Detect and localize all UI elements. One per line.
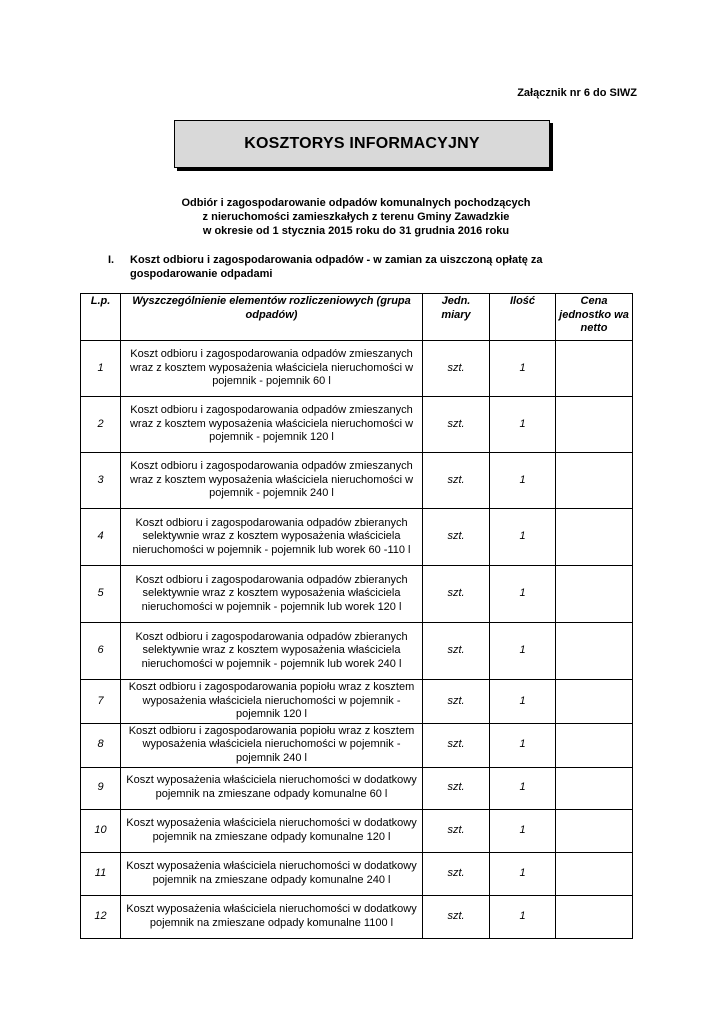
cell-unit: szt. <box>423 341 490 397</box>
cell-lp: 7 <box>81 680 121 724</box>
cell-unit-price <box>556 341 633 397</box>
cell-unit-price <box>556 723 633 767</box>
cell-quantity: 1 <box>490 623 556 680</box>
subtitle-line-1: Odbiór i zagospodarowanie odpadów komunalnych pochodzących <box>181 197 531 209</box>
table-row <box>81 767 633 809</box>
cell-quantity: 1 <box>490 809 556 852</box>
cell-description: Koszt odbioru i zagospodarowania odpadów zbieranych selektywnie wraz z kosztem wyposażenia właściciela nieruchomości w pojemnik - pojemnik lub worek 60 -110 l <box>121 509 423 566</box>
subtitle <box>80 196 632 238</box>
table-row <box>81 397 633 453</box>
cell-quantity: 1 <box>490 397 556 453</box>
cell-description: Koszt odbioru i zagospodarowania popiołu wraz z kosztem wyposażenia właściciela nieruchomości w pojemnik - pojemnik 240 l <box>121 723 423 767</box>
table-row <box>81 453 633 509</box>
cell-unit: szt. <box>423 397 490 453</box>
section-text: Koszt odbioru i zagospodarowania odpadów - w zamian za uiszczoną opłatę za gospodarowanie odpadami <box>130 254 543 280</box>
cell-unit: szt. <box>423 623 490 680</box>
cell-lp: 8 <box>81 723 121 767</box>
cell-unit: szt. <box>423 723 490 767</box>
cell-lp: 6 <box>81 623 121 680</box>
cell-unit-price <box>556 453 633 509</box>
table-row <box>81 895 633 938</box>
cell-unit-price <box>556 509 633 566</box>
cell-description: Koszt odbioru i zagospodarowania odpadów zmieszanych wraz z kosztem wyposażenia właściciela nieruchomości w pojemnik - pojemnik 120 l <box>121 397 423 453</box>
cost-table <box>80 293 633 939</box>
cell-unit: szt. <box>423 895 490 938</box>
subtitle-line-3: w okresie od 1 stycznia 2015 roku do 31 grudnia 2016 roku <box>202 225 510 237</box>
table-row <box>81 680 633 724</box>
attachment-label: Załącznik nr 6 do SIWZ <box>517 87 637 99</box>
cell-description: Koszt wyposażenia właściciela nieruchomości w dodatkowy pojemnik na zmieszane odpady komunalne 240 l <box>121 852 423 895</box>
cell-description: Koszt odbioru i zagospodarowania odpadów zmieszanych wraz z kosztem wyposażenia właściciela nieruchomości w pojemnik - pojemnik 240 l <box>121 453 423 509</box>
cell-lp: 11 <box>81 852 121 895</box>
cell-quantity: 1 <box>490 509 556 566</box>
cell-description: Koszt odbioru i zagospodarowania odpadów zbieranych selektywnie wraz z kosztem wyposażenia właściciela nieruchomości w pojemnik - pojemnik lub worek 240 l <box>121 623 423 680</box>
cell-description: Koszt odbioru i zagospodarowania odpadów zmieszanych wraz z kosztem wyposażenia właściciela nieruchomości w pojemnik - pojemnik 60 l <box>121 341 423 397</box>
cell-lp: 3 <box>81 453 121 509</box>
cell-unit-price <box>556 852 633 895</box>
cell-lp: 10 <box>81 809 121 852</box>
cell-unit-price <box>556 680 633 724</box>
cell-unit-price <box>556 397 633 453</box>
table-row <box>81 723 633 767</box>
table-row <box>81 852 633 895</box>
cell-description: Koszt odbioru i zagospodarowania odpadów zbieranych selektywnie wraz z kosztem wyposażenia właściciela nieruchomości w pojemnik - pojemnik lub worek 120 l <box>121 566 423 623</box>
header-quantity: Ilość <box>490 294 556 341</box>
table-row <box>81 341 633 397</box>
cell-quantity: 1 <box>490 341 556 397</box>
subtitle-line-2: z nieruchomości zamieszkałych z terenu Gminy Zawadzkie <box>202 211 510 223</box>
cell-unit-price <box>556 566 633 623</box>
cell-lp: 1 <box>81 341 121 397</box>
header-unit-price: Cena jednostko wa netto <box>556 294 633 341</box>
table-body <box>81 341 633 939</box>
section-heading <box>108 253 608 281</box>
cell-unit: szt. <box>423 509 490 566</box>
cell-unit: szt. <box>423 680 490 724</box>
cell-description: Koszt wyposażenia właściciela nieruchomości w dodatkowy pojemnik na zmieszane odpady komunalne 1100 l <box>121 895 423 938</box>
header-lp: L.p. <box>81 294 121 341</box>
cell-quantity: 1 <box>490 852 556 895</box>
cell-unit-price <box>556 809 633 852</box>
cell-description: Koszt wyposażenia właściciela nieruchomości w dodatkowy pojemnik na zmieszane odpady komunalne 60 l <box>121 767 423 809</box>
cell-lp: 5 <box>81 566 121 623</box>
cell-quantity: 1 <box>490 453 556 509</box>
cell-unit: szt. <box>423 453 490 509</box>
cell-quantity: 1 <box>490 566 556 623</box>
cell-unit: szt. <box>423 767 490 809</box>
cell-lp: 12 <box>81 895 121 938</box>
cell-unit: szt. <box>423 809 490 852</box>
cell-quantity: 1 <box>490 767 556 809</box>
cell-lp: 2 <box>81 397 121 453</box>
cell-unit: szt. <box>423 566 490 623</box>
cell-unit-price <box>556 895 633 938</box>
cell-unit: szt. <box>423 852 490 895</box>
cell-unit-price <box>556 767 633 809</box>
cell-quantity: 1 <box>490 680 556 724</box>
table-row <box>81 623 633 680</box>
table-row <box>81 509 633 566</box>
table-row <box>81 809 633 852</box>
cell-description: Koszt wyposażenia właściciela nieruchomości w dodatkowy pojemnik na zmieszane odpady komunalne 120 l <box>121 809 423 852</box>
table-row <box>81 566 633 623</box>
document-title: KOSZTORYS INFORMACYJNY <box>174 120 550 168</box>
cell-unit-price <box>556 623 633 680</box>
cell-lp: 4 <box>81 509 121 566</box>
header-unit: Jedn. miary <box>423 294 490 341</box>
table-header-row <box>81 294 633 341</box>
cell-lp: 9 <box>81 767 121 809</box>
header-description: Wyszczególnienie elementów rozliczeniowych (grupa odpadów) <box>121 294 423 341</box>
cell-description: Koszt odbioru i zagospodarowania popiołu wraz z kosztem wyposażenia właściciela nieruchomości w pojemnik - pojemnik 120 l <box>121 680 423 724</box>
cell-quantity: 1 <box>490 723 556 767</box>
cell-quantity: 1 <box>490 895 556 938</box>
section-number: I. <box>108 254 115 266</box>
